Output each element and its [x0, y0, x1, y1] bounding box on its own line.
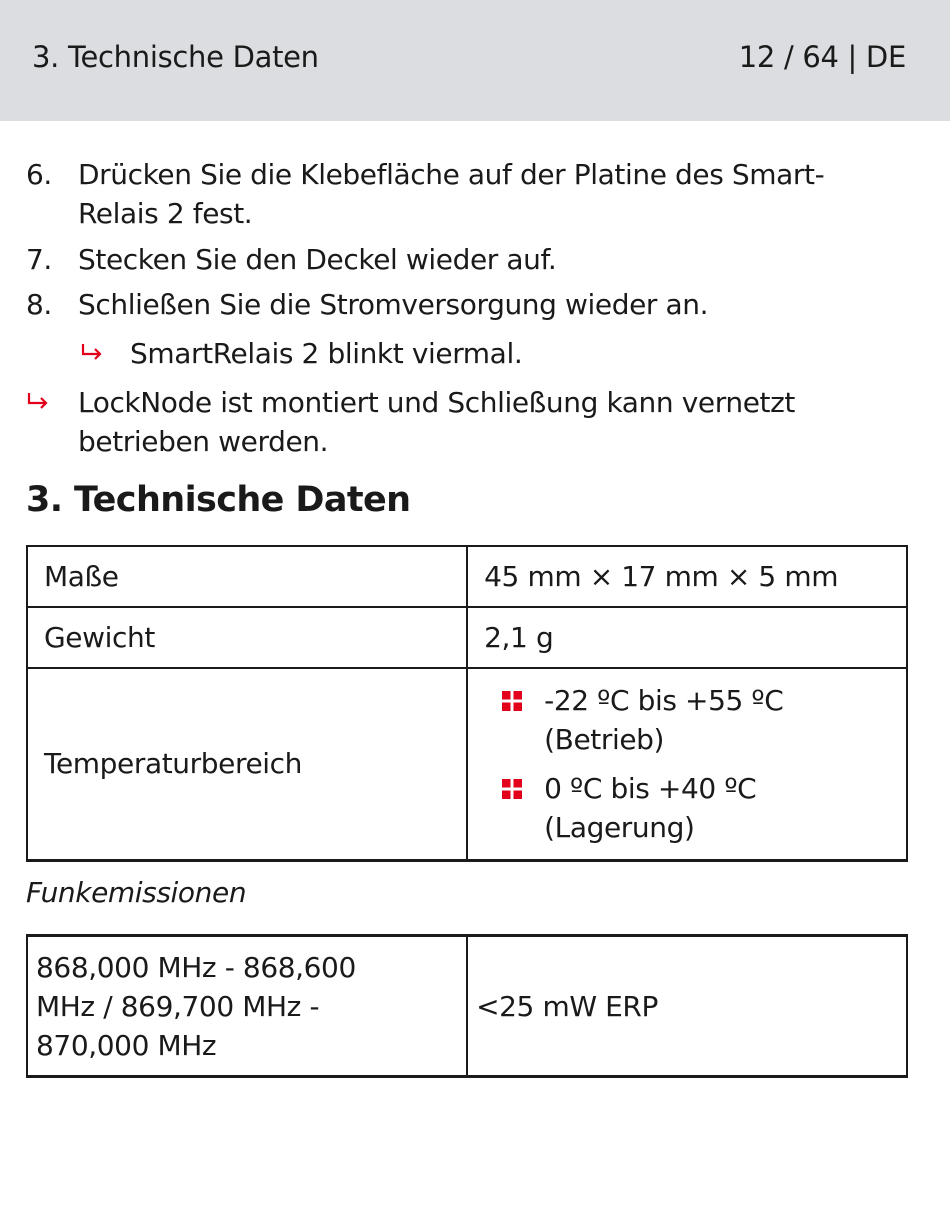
table-row	[27, 668, 907, 860]
result-text-line: betrieben werden.	[78, 425, 329, 458]
result-arrow-icon	[26, 391, 50, 411]
step-number: 7.	[26, 243, 52, 276]
step-text: Schließen Sie die Stromversorgung wieder an.	[78, 288, 709, 321]
spec-value: 2,1 g	[467, 607, 907, 668]
table-row	[27, 546, 907, 607]
table-row	[27, 607, 907, 668]
step-text-line: Drücken Sie die Klebefläche auf der Platine des Smart-	[78, 158, 825, 191]
bullet-icon	[502, 691, 522, 711]
bullet-text-line: (Betrieb)	[544, 722, 665, 756]
result-text	[78, 383, 908, 461]
table-row	[27, 936, 907, 1077]
spec-label: Gewicht	[27, 607, 467, 668]
radio-emissions-caption: Funkemissionen	[26, 876, 247, 909]
header-chapter-title: 3. Technische Daten	[32, 40, 319, 74]
result-text-line: LockNode ist montiert und Schließung kann vernetzt	[78, 386, 795, 419]
list-item	[492, 681, 890, 759]
transmit-power: <25 mW ERP	[467, 936, 907, 1077]
bullet-text-line: 0 ºC bis +40 ºC	[544, 771, 757, 805]
step-text	[78, 155, 908, 233]
list-item	[492, 769, 890, 847]
spec-value	[467, 668, 907, 860]
sub-result-text: SmartRelais 2 blinkt viermal.	[130, 337, 523, 370]
frequency-line: 870,000 MHz	[36, 1028, 217, 1062]
frequency-line: 868,000 MHz - 868,600	[36, 950, 356, 984]
page-header	[0, 0, 950, 121]
spec-value: 45 mm × 17 mm × 5 mm	[467, 546, 907, 607]
section-heading: 3. Technische Daten	[26, 480, 411, 520]
specs-table	[26, 545, 908, 862]
radio-table	[26, 934, 908, 1078]
header-page-number: 12 / 64 | DE	[738, 40, 906, 74]
bullet-icon	[502, 779, 522, 799]
result-arrow-icon	[80, 342, 104, 362]
step-text-line: Relais 2 fest.	[78, 197, 253, 230]
frequency-range	[27, 936, 467, 1077]
frequency-line: MHz / 869,700 MHz -	[36, 989, 320, 1023]
bullet-text-line: (Lagerung)	[544, 810, 695, 844]
spec-label: Maße	[27, 546, 467, 607]
bullet-text-line: -22 ºC bis +55 ºC	[544, 683, 784, 717]
step-number: 6.	[26, 158, 52, 191]
step-text: Stecken Sie den Deckel wieder auf.	[78, 243, 557, 276]
spec-label: Temperaturbereich	[27, 668, 467, 860]
step-number: 8.	[26, 288, 52, 321]
